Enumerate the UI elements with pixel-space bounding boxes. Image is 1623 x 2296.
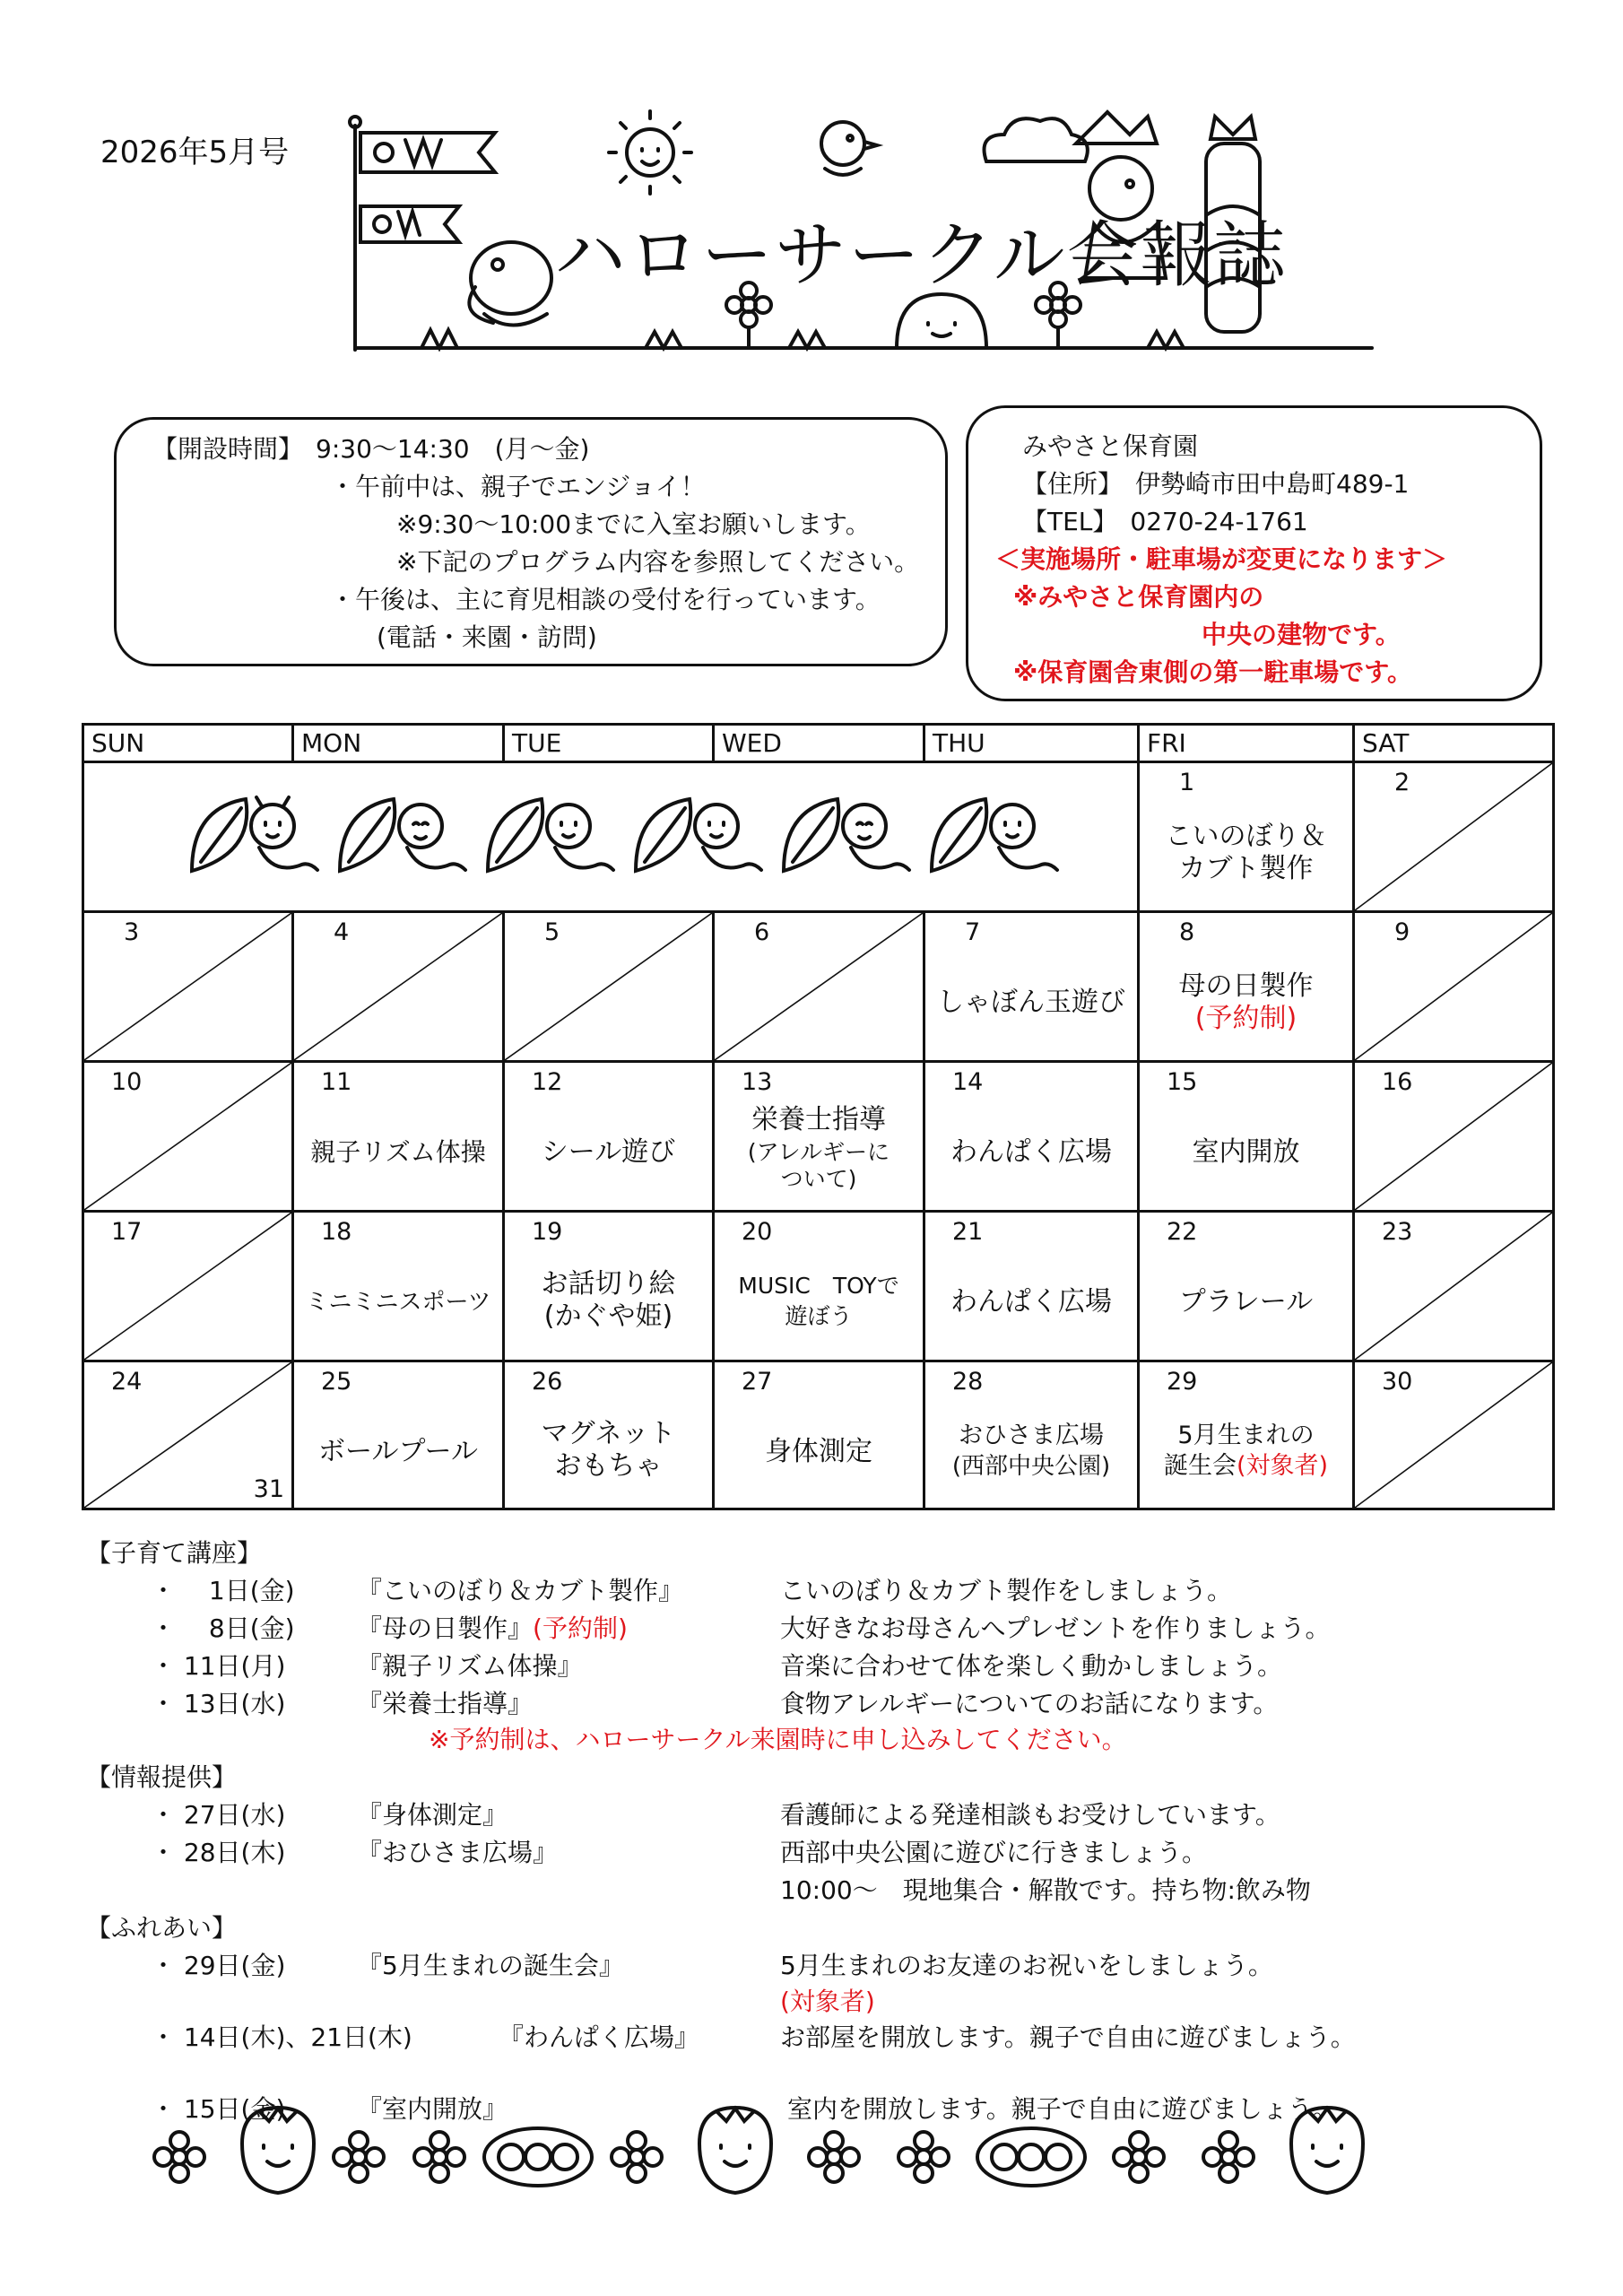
diagonal-strike xyxy=(715,913,923,1060)
footer-flower-strawberry-border xyxy=(143,2103,1506,2211)
event-label: 親子リズム体操 xyxy=(310,1137,486,1167)
address: 【住所】 伊勢崎市田中島町489-1 xyxy=(1022,469,1410,499)
day-cell xyxy=(1140,1362,1355,1508)
item-date: ・ 11日(月) xyxy=(151,1651,286,1681)
header-sat: SAT xyxy=(1355,726,1552,763)
item-description: こいのぼり＆カブト製作をしましょう。 xyxy=(780,1576,1233,1605)
day-cell xyxy=(1355,1213,1552,1362)
section-heading: 【ふれあい】 xyxy=(86,1913,238,1943)
day-cell xyxy=(1140,913,1355,1063)
hours-line: ・午前中は、親子でエンジョイ！ xyxy=(330,472,706,501)
day-number: 31 xyxy=(253,1475,284,1503)
event-label: おひさま広場 xyxy=(959,1422,1104,1449)
day-cell xyxy=(1355,763,1552,913)
item-description: 食物アレルギーについてのお話になります。 xyxy=(780,1689,1279,1718)
day-number: 27 xyxy=(742,1368,773,1396)
day-number: 6 xyxy=(754,918,770,946)
event-label: MUSIC TOYで xyxy=(738,1273,899,1299)
item-date: ・ 29日(金) xyxy=(151,1951,286,1980)
day-cell xyxy=(294,1362,505,1508)
day-number: 18 xyxy=(321,1218,352,1246)
day-number: 26 xyxy=(532,1368,563,1396)
week1-illustration-cell xyxy=(84,763,1140,913)
day-number: 17 xyxy=(111,1218,143,1246)
day-number: 1 xyxy=(1179,769,1195,796)
header-sun: SUN xyxy=(84,726,294,763)
event-label: 栄養士指導 xyxy=(751,1104,886,1135)
item-date: ・ 27日(水) xyxy=(151,1800,286,1830)
day-cell xyxy=(505,1213,715,1362)
event-label: カブト製作 xyxy=(1178,853,1314,884)
item-title xyxy=(357,1647,582,1683)
item-title: 『5月生まれの誕生会』 xyxy=(357,1951,624,1980)
day-cell xyxy=(1355,913,1552,1063)
item-title xyxy=(357,1684,533,1720)
telephone: 【TEL】 0270-24-1761 xyxy=(1022,507,1308,536)
header-tue: TUE xyxy=(505,726,715,763)
event-label: マグネット xyxy=(541,1418,676,1449)
item-description: 5月生まれのお友達のお祝いをしましょう。 xyxy=(780,1951,1273,1980)
day-cell xyxy=(505,1362,715,1508)
day-number: 5 xyxy=(544,918,560,946)
header-thu: THU xyxy=(925,726,1140,763)
day-number: 15 xyxy=(1167,1068,1198,1096)
diagonal-strike xyxy=(505,913,712,1060)
day-number: 13 xyxy=(742,1068,773,1096)
notice-line: 中央の建物です。 xyxy=(1202,620,1401,649)
address-box xyxy=(966,405,1542,701)
day-number: 21 xyxy=(952,1218,984,1246)
event-label: しゃぼん玉遊び xyxy=(937,987,1125,1018)
day-cell xyxy=(715,913,925,1063)
day-number: 14 xyxy=(952,1068,984,1096)
hours-line: 【開設時間】 9:30～14:30 (月～金) xyxy=(152,434,590,464)
notice-heading: ＜実施場所・駐車場が変更になります＞ xyxy=(995,544,1448,574)
item-date: ・ 14日(木)、21日(木) xyxy=(151,2022,412,2052)
day-number: 11 xyxy=(321,1068,352,1096)
item-description: 看護師による発達相談もお受けしています。 xyxy=(780,1800,1280,1830)
item-date: ・ 13日(水) xyxy=(151,1689,286,1718)
day-number: 8 xyxy=(1179,918,1195,946)
item-title-text: 『親子リズム体操』 xyxy=(357,1651,583,1681)
day-cell xyxy=(715,1063,925,1213)
item-title xyxy=(357,1609,628,1645)
hours-box xyxy=(114,417,948,666)
day-cell xyxy=(925,1362,1140,1508)
day-cell xyxy=(1355,1362,1552,1508)
hours-line: ※9:30～10:00までに入室お願いします。 xyxy=(396,509,871,539)
diagonal-strike xyxy=(84,913,291,1060)
item-target-note: (対象者) xyxy=(780,1987,875,2016)
day-cell xyxy=(294,1063,505,1213)
day-cell xyxy=(505,1063,715,1213)
event-reservation-note: (予約制) xyxy=(1194,1003,1298,1034)
item-title: 『わんぱく広場』 xyxy=(499,2022,700,2052)
section-heading: 【子育て講座】 xyxy=(86,1538,263,1568)
day-cell xyxy=(715,1362,925,1508)
day-cell xyxy=(1140,1213,1355,1362)
hours-line: (電話・来園・訪問) xyxy=(377,622,597,652)
header-fri: FRI xyxy=(1140,726,1355,763)
day-cell xyxy=(925,1063,1140,1213)
day-number: 3 xyxy=(124,918,140,946)
event-label: わんぱく広場 xyxy=(950,1136,1112,1168)
day-number: 9 xyxy=(1394,918,1410,946)
item-title: 『室内開放』 xyxy=(357,2094,508,2124)
item-date: ・ 1日(金) xyxy=(151,1576,295,1605)
day-number: 28 xyxy=(952,1368,984,1396)
item-title-text: 『母の日製作』 xyxy=(357,1613,534,1643)
hours-line: ・午後は、主に育児相談の受付を行っています。 xyxy=(330,585,881,614)
event-label: 遊ぼう xyxy=(785,1303,853,1329)
day-number: 20 xyxy=(742,1218,773,1246)
event-label: シール遊び xyxy=(541,1136,676,1168)
event-label: こいのぼり＆ xyxy=(1165,821,1327,852)
item-title: 『おひさま広場』 xyxy=(357,1838,559,1867)
day-cell xyxy=(84,1063,294,1213)
day-number: 25 xyxy=(321,1368,352,1396)
item-title-note: (予約制) xyxy=(533,1613,628,1643)
day-number: 30 xyxy=(1382,1368,1413,1396)
event-label: 5月生まれの xyxy=(1177,1422,1315,1449)
item-title-text: 『こいのぼり＆カブト製作』 xyxy=(357,1576,684,1605)
page-title: ハローサークル会報誌 xyxy=(554,213,1288,297)
section-heading: 【情報提供】 xyxy=(86,1762,238,1792)
facility-name: みやさと保育園 xyxy=(1022,431,1199,461)
event-label: 身体測定 xyxy=(765,1436,872,1467)
event-sub-label: (西部中央公園) xyxy=(951,1453,1111,1480)
hours-line: ※下記のプログラム内容を参照してください。 xyxy=(396,547,920,577)
notice-line: ※保育園舎東側の第一駐車場です。 xyxy=(1013,657,1412,687)
diagonal-strike xyxy=(294,913,502,1060)
event-label: わんぱく広場 xyxy=(950,1286,1112,1318)
header-wed: WED xyxy=(715,726,925,763)
reservation-note: ※予約制は、ハローサークル来園時に申し込みしてください。 xyxy=(429,1725,1127,1754)
day-number: 12 xyxy=(532,1068,563,1096)
issue-label: 2026年5月号 xyxy=(100,135,290,170)
event-sub-label: (アレルギーに xyxy=(747,1139,890,1165)
day-number: 19 xyxy=(532,1218,563,1246)
item-date: ・ 28日(木) xyxy=(151,1838,286,1867)
event-sub-label: ついて) xyxy=(780,1166,857,1192)
day-cell xyxy=(84,913,294,1063)
day-cell xyxy=(294,1213,505,1362)
event-label: (かぐや姫) xyxy=(543,1300,673,1332)
item-description: 西部中央公園に遊びに行きましょう。 xyxy=(780,1838,1208,1867)
day-cell xyxy=(1140,1063,1355,1213)
diagonal-strike xyxy=(1355,763,1552,910)
event-label: 母の日製作 xyxy=(1178,970,1314,1002)
day-number: 29 xyxy=(1167,1368,1198,1396)
header-mon: MON xyxy=(294,726,505,763)
day-number: 23 xyxy=(1382,1218,1413,1246)
day-number: 24 xyxy=(111,1368,143,1396)
day-number: 16 xyxy=(1382,1068,1413,1096)
day-cell xyxy=(84,1213,294,1362)
day-cell xyxy=(84,1362,294,1508)
day-number: 22 xyxy=(1167,1218,1198,1246)
item-date: ・ 15日(金) xyxy=(151,2094,286,2124)
item-description: 大好きなお母さんへプレゼントを作りましょう。 xyxy=(780,1613,1331,1643)
day-number: 2 xyxy=(1394,769,1410,796)
event-text: 誕生会 xyxy=(1163,1452,1237,1480)
day-number: 10 xyxy=(111,1068,143,1096)
day-cell xyxy=(925,1213,1140,1362)
day-cell xyxy=(1140,763,1355,913)
item-description-extra: 10:00～ 現地集合・解散です。持ち物:飲み物 xyxy=(780,1875,1311,1905)
notice-line: ※みやさと保育園内の xyxy=(1013,582,1264,612)
event-label: 室内開放 xyxy=(1192,1136,1300,1168)
event-label: おもちゃ xyxy=(554,1450,663,1482)
day-cell xyxy=(925,913,1140,1063)
event-label: プラレール xyxy=(1178,1286,1314,1318)
item-description: お部屋を開放します。親子で自由に遊びましょう。 xyxy=(780,2022,1356,2052)
day-number: 4 xyxy=(334,918,350,946)
day-cell xyxy=(505,913,715,1063)
item-title-text: 『栄養士指導』 xyxy=(357,1689,534,1718)
item-title: 『身体測定』 xyxy=(357,1800,508,1830)
event-label: ミニミニスポーツ xyxy=(305,1289,491,1316)
event-label xyxy=(1140,1452,1352,1481)
day-cell xyxy=(1355,1063,1552,1213)
calendar xyxy=(82,723,1555,1510)
day-number: 7 xyxy=(965,918,981,946)
event-label: ボールプール xyxy=(318,1436,478,1467)
day-cell xyxy=(294,913,505,1063)
day-cell xyxy=(715,1213,925,1362)
diagonal-strike xyxy=(1355,913,1552,1060)
event-target-note: (対象者) xyxy=(1236,1452,1329,1480)
event-label: お話切り絵 xyxy=(541,1268,676,1300)
item-description: 室内を開放します。親子で自由に遊びましょう。 xyxy=(787,2094,1338,2124)
caterpillar-leaf-illustration xyxy=(183,790,1133,898)
item-date: ・ 8日(金) xyxy=(151,1613,295,1643)
item-description: 音楽に合わせて体を楽しく動かしましょう。 xyxy=(780,1651,1283,1681)
item-title xyxy=(357,1571,683,1607)
